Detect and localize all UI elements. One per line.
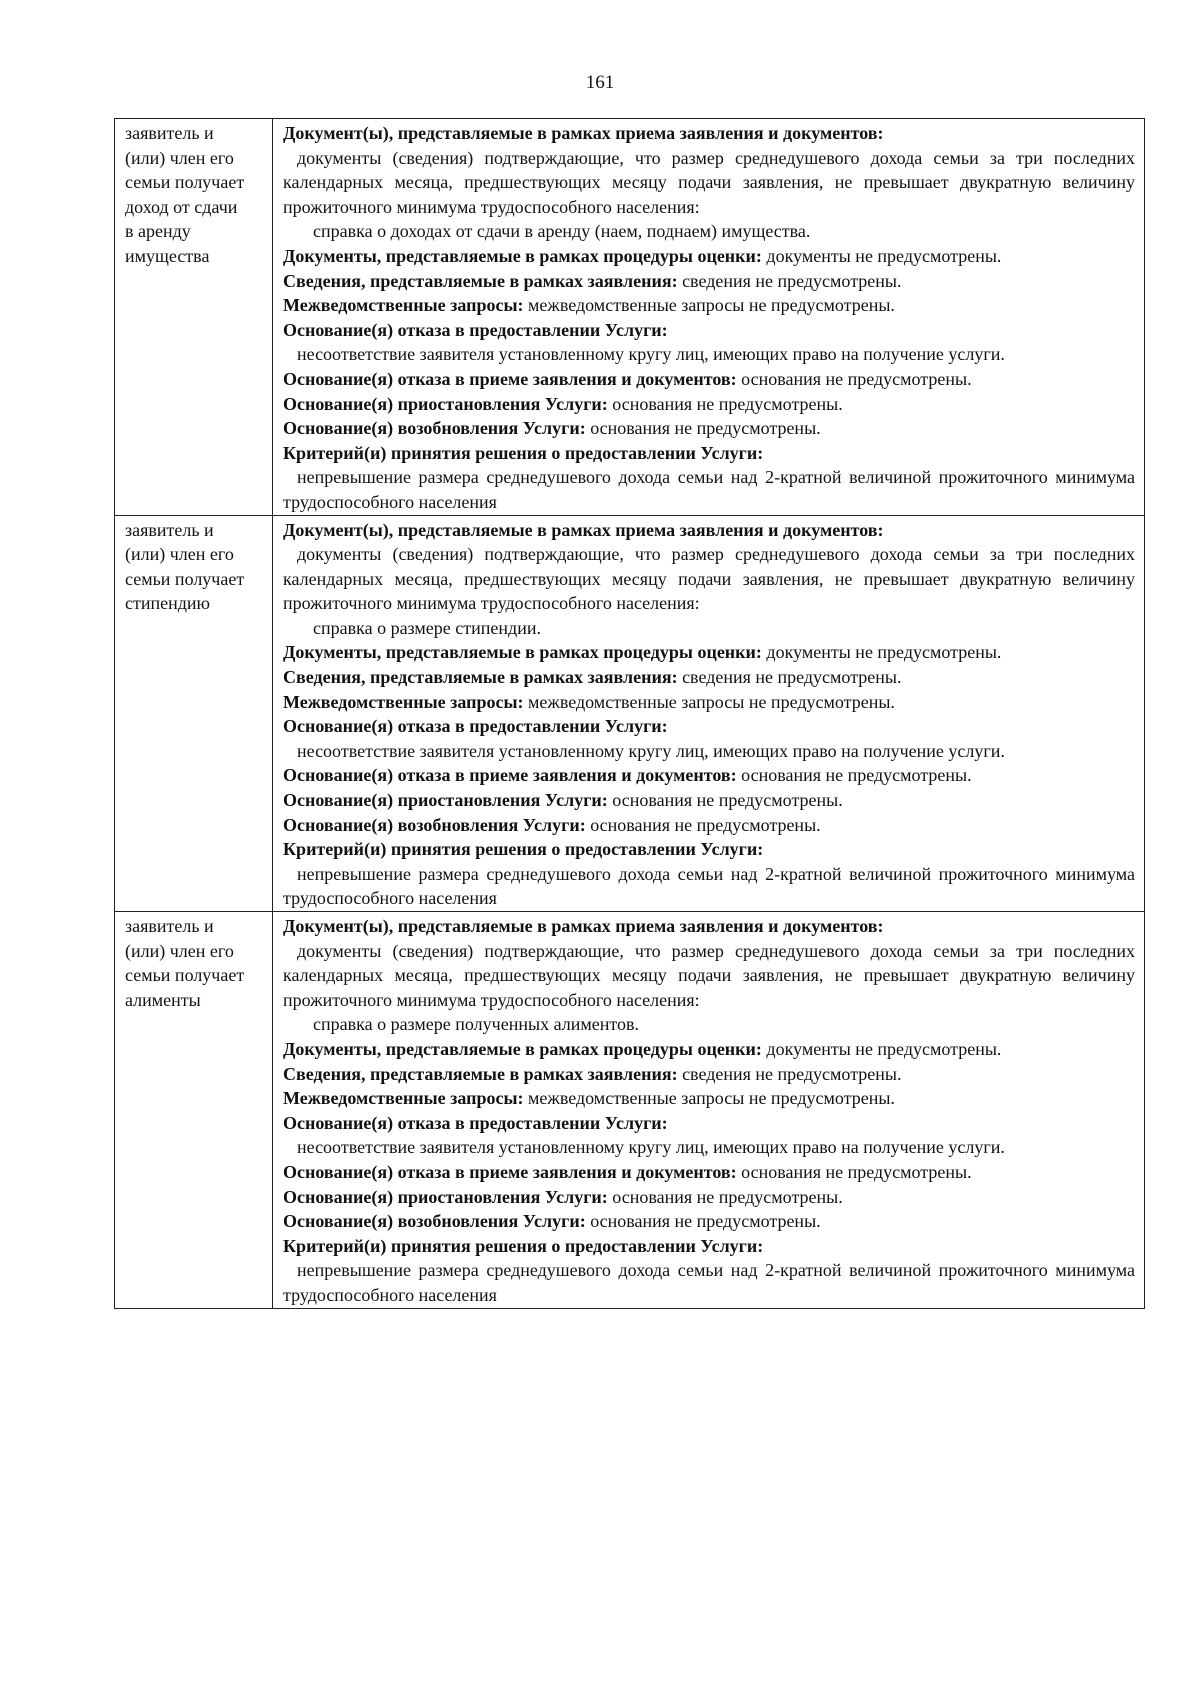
suspension-text: основания не предусмотрены. [607,1186,843,1207]
rejection-text: основания не предусмотрены. [736,1161,972,1182]
documents-text: документы (сведения) подтверждающие, что размер среднедушевого дохода семьи за три последних календарных месяца, предшествующих месяцу подачи заявления, не превышает двукратную величину прожиточного минимума трудоспособного населения: [283,544,1135,614]
requests-text: межведомственные запросы не предусмотрены. [523,691,895,712]
certificate-text: справка о доходах от сдачи в аренду (наем, поднаем) имущества. [313,221,811,242]
rejection-text: основания не предусмотрены. [736,765,972,786]
criteria-heading: Критерий(и) принятия решения о предоставлении Услуги: [283,1235,764,1256]
criteria-heading: Критерий(и) принятия решения о предоставлении Услуги: [283,442,764,463]
criteria-heading: Критерий(и) принятия решения о предоставлении Услуги: [283,839,764,860]
information-text: сведения не предусмотрены. [677,667,902,688]
category-cell [115,119,273,516]
evaluation-heading: Документы, представляемые в рамках процедуры оценки: [283,642,762,663]
refusal-heading: Основание(я) отказа в предоставлении Услуги: [283,1112,668,1133]
page-number: 161 [585,72,615,93]
details-cell [273,912,1145,1309]
table-row [115,912,1145,1309]
documents-heading: Документ(ы), представляемые в рамках приема заявления и документов: [283,123,884,143]
details-cell [273,119,1145,516]
suspension-heading: Основание(я) приостановления Услуги: [283,393,608,414]
category-cell [115,912,273,1309]
refusal-text: несоответствие заявителя установленному кругу лиц, имеющих право на получение услуги. [297,344,1005,365]
resumption-text: основания не предусмотрены. [585,418,821,439]
details-cell [273,515,1145,912]
documents-text: документы (сведения) подтверждающие, что размер среднедушевого дохода семьи за три последних календарных месяца, предшествующих месяцу подачи заявления, не превышает двукратную величину прожиточного минимума трудоспособного населения: [283,940,1135,1010]
suspension-text: основания не предусмотрены. [607,393,843,414]
documents-heading: Документ(ы), представляемые в рамках приема заявления и документов: [283,916,884,936]
criteria-text: непревышение размера среднедушевого дохода семьи над 2-кратной величиной прожиточного минимума трудоспособного населения [283,1260,1135,1305]
documents-text: документы (сведения) подтверждающие, что размер среднедушевого дохода семьи за три последних календарных месяца, предшествующих месяцу подачи заявления, не превышает двукратную величину прожиточного минимума трудоспособного населения: [283,147,1135,217]
category-text: заявитель и (или) член его семьи получает стипендию [125,519,245,614]
criteria-text: непревышение размера среднедушевого дохода семьи над 2-кратной величиной прожиточного минимума трудоспособного населения [283,467,1135,512]
requests-text: межведомственные запросы не предусмотрены. [523,1088,895,1109]
suspension-heading: Основание(я) приостановления Услуги: [283,790,608,811]
requests-heading: Межведомственные запросы: [283,691,524,712]
suspension-text: основания не предусмотрены. [607,790,843,811]
rejection-text: основания не предусмотрены. [736,368,972,389]
rejection-heading: Основание(я) отказа в приеме заявления и документов: [283,368,737,389]
refusal-text: несоответствие заявителя установленному кругу лиц, имеющих право на получение услуги. [297,1137,1005,1158]
certificate-text: справка о размере полученных алиментов. [313,1014,639,1035]
table-row [115,119,1145,516]
evaluation-heading: Документы, представляемые в рамках процедуры оценки: [283,1038,762,1059]
refusal-text: несоответствие заявителя установленному кругу лиц, имеющих право на получение услуги. [297,740,1005,761]
information-text: сведения не предусмотрены. [677,1063,902,1084]
certificate-text: справка о размере стипендии. [313,617,541,638]
rejection-heading: Основание(я) отказа в приеме заявления и документов: [283,1161,737,1182]
category-text: заявитель и (или) член его семьи получает доход от сдачи в аренду имущества [125,123,245,266]
requests-heading: Межведомственные запросы: [283,1088,524,1109]
evaluation-text: документы не предусмотрены. [761,642,1002,663]
evaluation-heading: Документы, представляемые в рамках процедуры оценки: [283,245,762,266]
requests-text: межведомственные запросы не предусмотрены. [523,295,895,316]
information-heading: Сведения, представляемые в рамках заявления: [283,1063,678,1084]
evaluation-text: документы не предусмотрены. [761,1038,1002,1059]
evaluation-text: документы не предусмотрены. [761,245,1002,266]
criteria-text: непревышение размера среднедушевого дохода семьи над 2-кратной величиной прожиточного минимума трудоспособного населения [283,863,1135,909]
table-row [115,515,1145,912]
rejection-heading: Основание(я) отказа в приеме заявления и документов: [283,765,737,786]
documents-heading: Документ(ы), представляемые в рамках приема заявления и документов: [283,519,884,540]
resumption-text: основания не предусмотрены. [585,814,821,835]
resumption-heading: Основание(я) возобновления Услуги: [283,418,586,439]
category-cell [115,515,273,912]
resumption-heading: Основание(я) возобновления Услуги: [283,814,586,835]
information-text: сведения не предусмотрены. [677,270,902,291]
suspension-heading: Основание(я) приостановления Услуги: [283,1186,608,1207]
refusal-heading: Основание(я) отказа в предоставлении Услуги: [283,319,668,340]
resumption-text: основания не предусмотрены. [585,1211,821,1232]
requests-heading: Межведомственные запросы: [283,295,524,316]
information-heading: Сведения, представляемые в рамках заявления: [283,270,678,291]
refusal-heading: Основание(я) отказа в предоставлении Услуги: [283,716,668,737]
requirements-table [114,118,1145,1309]
category-text: заявитель и (или) член его семьи получает алименты [125,916,245,1010]
information-heading: Сведения, представляемые в рамках заявления: [283,667,678,688]
resumption-heading: Основание(я) возобновления Услуги: [283,1211,586,1232]
